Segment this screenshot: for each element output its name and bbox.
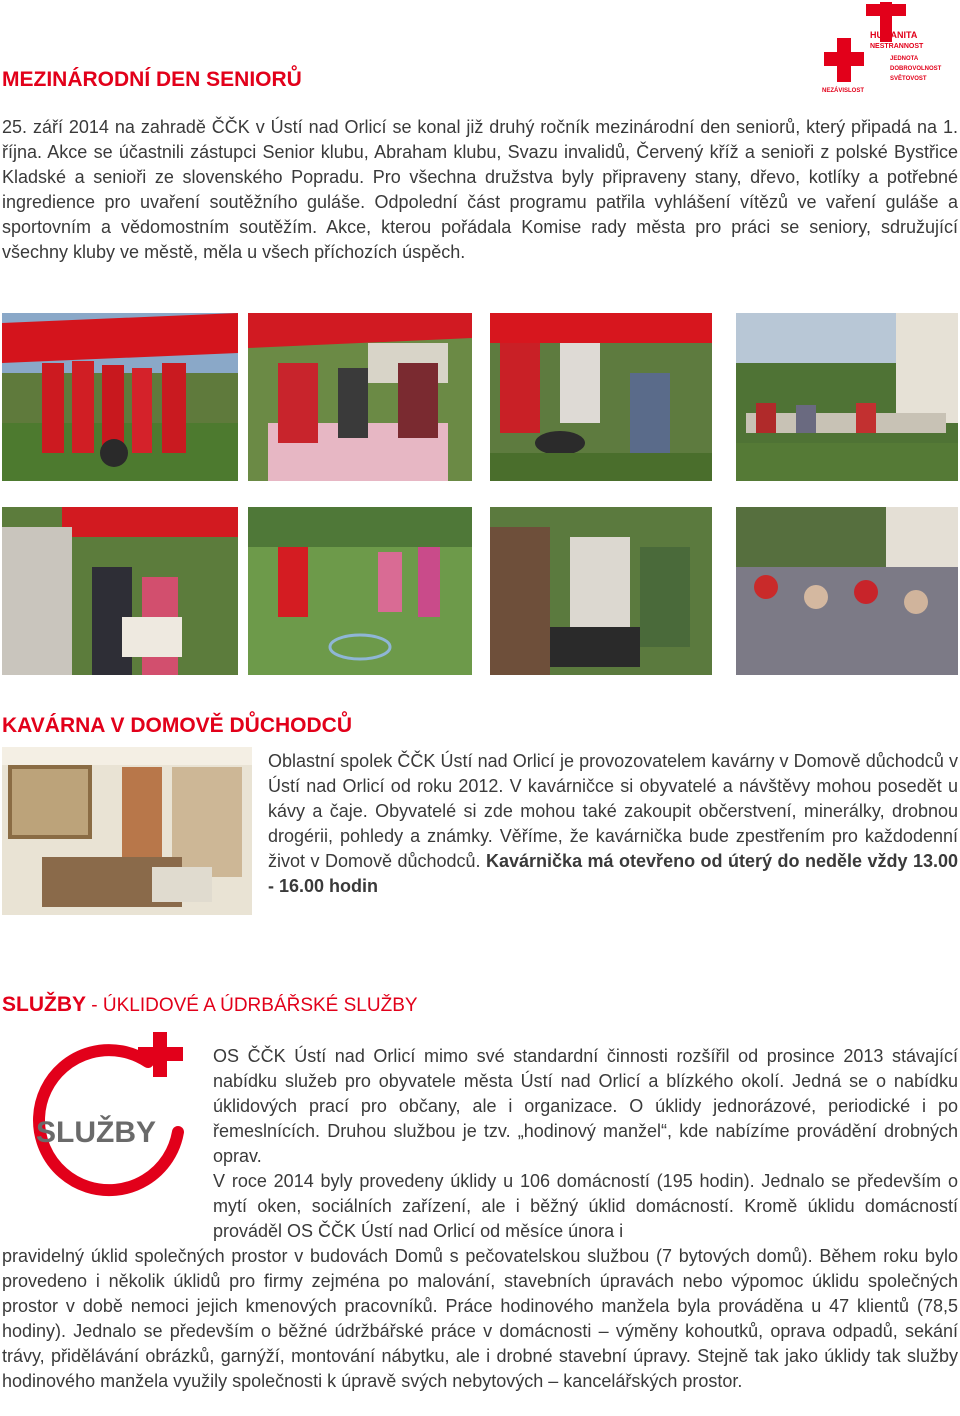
photo-children-game (2, 507, 238, 675)
section-heading-seniors: MEZINÁRODNÍ DEN SENIORŮ (2, 68, 302, 91)
photo-red-cross-team (2, 313, 238, 481)
services-paragraph-2-rest: pravidelný úklid společných prostor v budovách Domů s pečovatelskou službou (7 bytových domů). Během roku bylo provedeno i několik úklidů pro firmy zejména po malování, stavebních úpravách nebo výpomoc úklidu společných prostor v době nemoci jejich kmenových pracovníků. Práce hodinového manžela byla prováděna u 47 klientů (78,5 hodiny). Jednalo se především o běžné údržbářské práce v domácnosti – výměny kohoutků, oprava odpadů, sekání trávy, přidělávání obrázků, garnýží, montování nábytku, ale i drobné stavební úpravy. Stejně tak jako úklidy tak služby hodinového manžela využily společnosti k úpravě svých nebytových – kancelářských prostor. (2, 1246, 958, 1391)
services-heading-bold: SLUŽBY (2, 993, 86, 1016)
svg-text:NESTRANNOST: NESTRANNOST (870, 43, 924, 50)
svg-text:NEZÁVISLOST: NEZÁVISLOST (822, 88, 865, 94)
cafe-paragraph (268, 749, 958, 899)
photo-cafe-interior (2, 747, 252, 915)
cafe-text: Oblastní spolek ČČK Ústí nad Orlicí je provozovatelem kavárny v Domově důchodců v Ústí nad Orlicí od roku 2012. V kavárničce si obyvatelé a návštěvy mohou posedět u kávy a čaje. Obyvatelé si zde mohou také zakoupit občerstvení, minerálky, drobnou drogérii, pohledy a známky. Věříme, že kavárnička bude zpestřením pro každodenní život v Domově důchodců. (268, 751, 958, 871)
photo-cooking-preparation (248, 313, 472, 481)
section-heading-services (2, 993, 418, 1017)
svg-text:DOBROVOLNOST: DOBROVOLNOST (890, 66, 942, 72)
services-paragraph-1: OS ČČK Ústí nad Orlicí mimo své standardní činnosti rozšířil od prosince 2013 stávající nabídku služeb pro obyvatele města Ústí nad Orlicí a blízkého okolí. Jedná se o nabídku úklidových prací pro občany, ale i organizace. O úklidy jednorázové, periodické i po řemeslnících. Druhou službou je tzv. „hodinový manžel“, kde nabízíme provádění drobných oprav. (213, 1046, 958, 1166)
red-cross-logo (818, 2, 948, 100)
seniors-day-paragraph: 25. září 2014 na zahradě ČČK v Ústí nad Orlicí se konal již druhý ročník mezinárodní den seniorů, který připadá na 1. října. Akce se účastnili zástupci Senior klubu, Abraham klubu, Svazu invalidů, Červený kříž a senioři z polské Bystřice Kladské a senioři ze slovenského Popradu. Pro všechna družstva byly připraveny stany, dřevo, kotlíky a potřebné ingredience pro uvaření soutěžního guláše. Odpolední část programu patřila vyhlášení vítězů ve vaření guláše a sportovním a vědomostním soutěžím. Akce, kterou pořádala Komise rady města pro práci se seniory, sdružující všechny kluby ve městě, měla u všech příchozích úspěch. (2, 117, 958, 262)
services-paragraph-2-start: V roce 2014 byly provedeny úklidy u 106 domácností (195 hodin). Jednalo se především o mytí oken, sociálních zařízení, ale i běžný úklid domácností. Kromě úklidu domácností prováděl OS ČČK Ústí nad Orlicí od měsíce února i (213, 1171, 958, 1241)
services-heading-rest: - ÚKLIDOVÉ A ÚDRBÁŘSKÉ SLUŽBY (86, 995, 418, 1016)
photo-goulash-cauldron (490, 313, 712, 481)
svg-text:HUMANITA: HUMANITA (870, 30, 918, 40)
photo-tasting (490, 507, 712, 675)
photo-tables-garden (736, 313, 958, 481)
photo-crowd (736, 507, 958, 675)
svg-text:SLUŽBY: SLUŽBY (36, 1116, 156, 1149)
photo-hoop-game (248, 507, 472, 675)
svg-text:JEDNOTA: JEDNOTA (890, 56, 919, 62)
section-heading-cafe: KAVÁRNA V DOMOVĚ DŮCHODCŮ (2, 714, 353, 737)
svg-text:SVĚTOVOST: SVĚTOVOST (890, 76, 927, 82)
services-logo (28, 1032, 198, 1200)
cafe-opening-hours: Kavárnička má otevřeno od úterý do neděle vždy 13.00 - 16.00 hodin (268, 851, 959, 896)
